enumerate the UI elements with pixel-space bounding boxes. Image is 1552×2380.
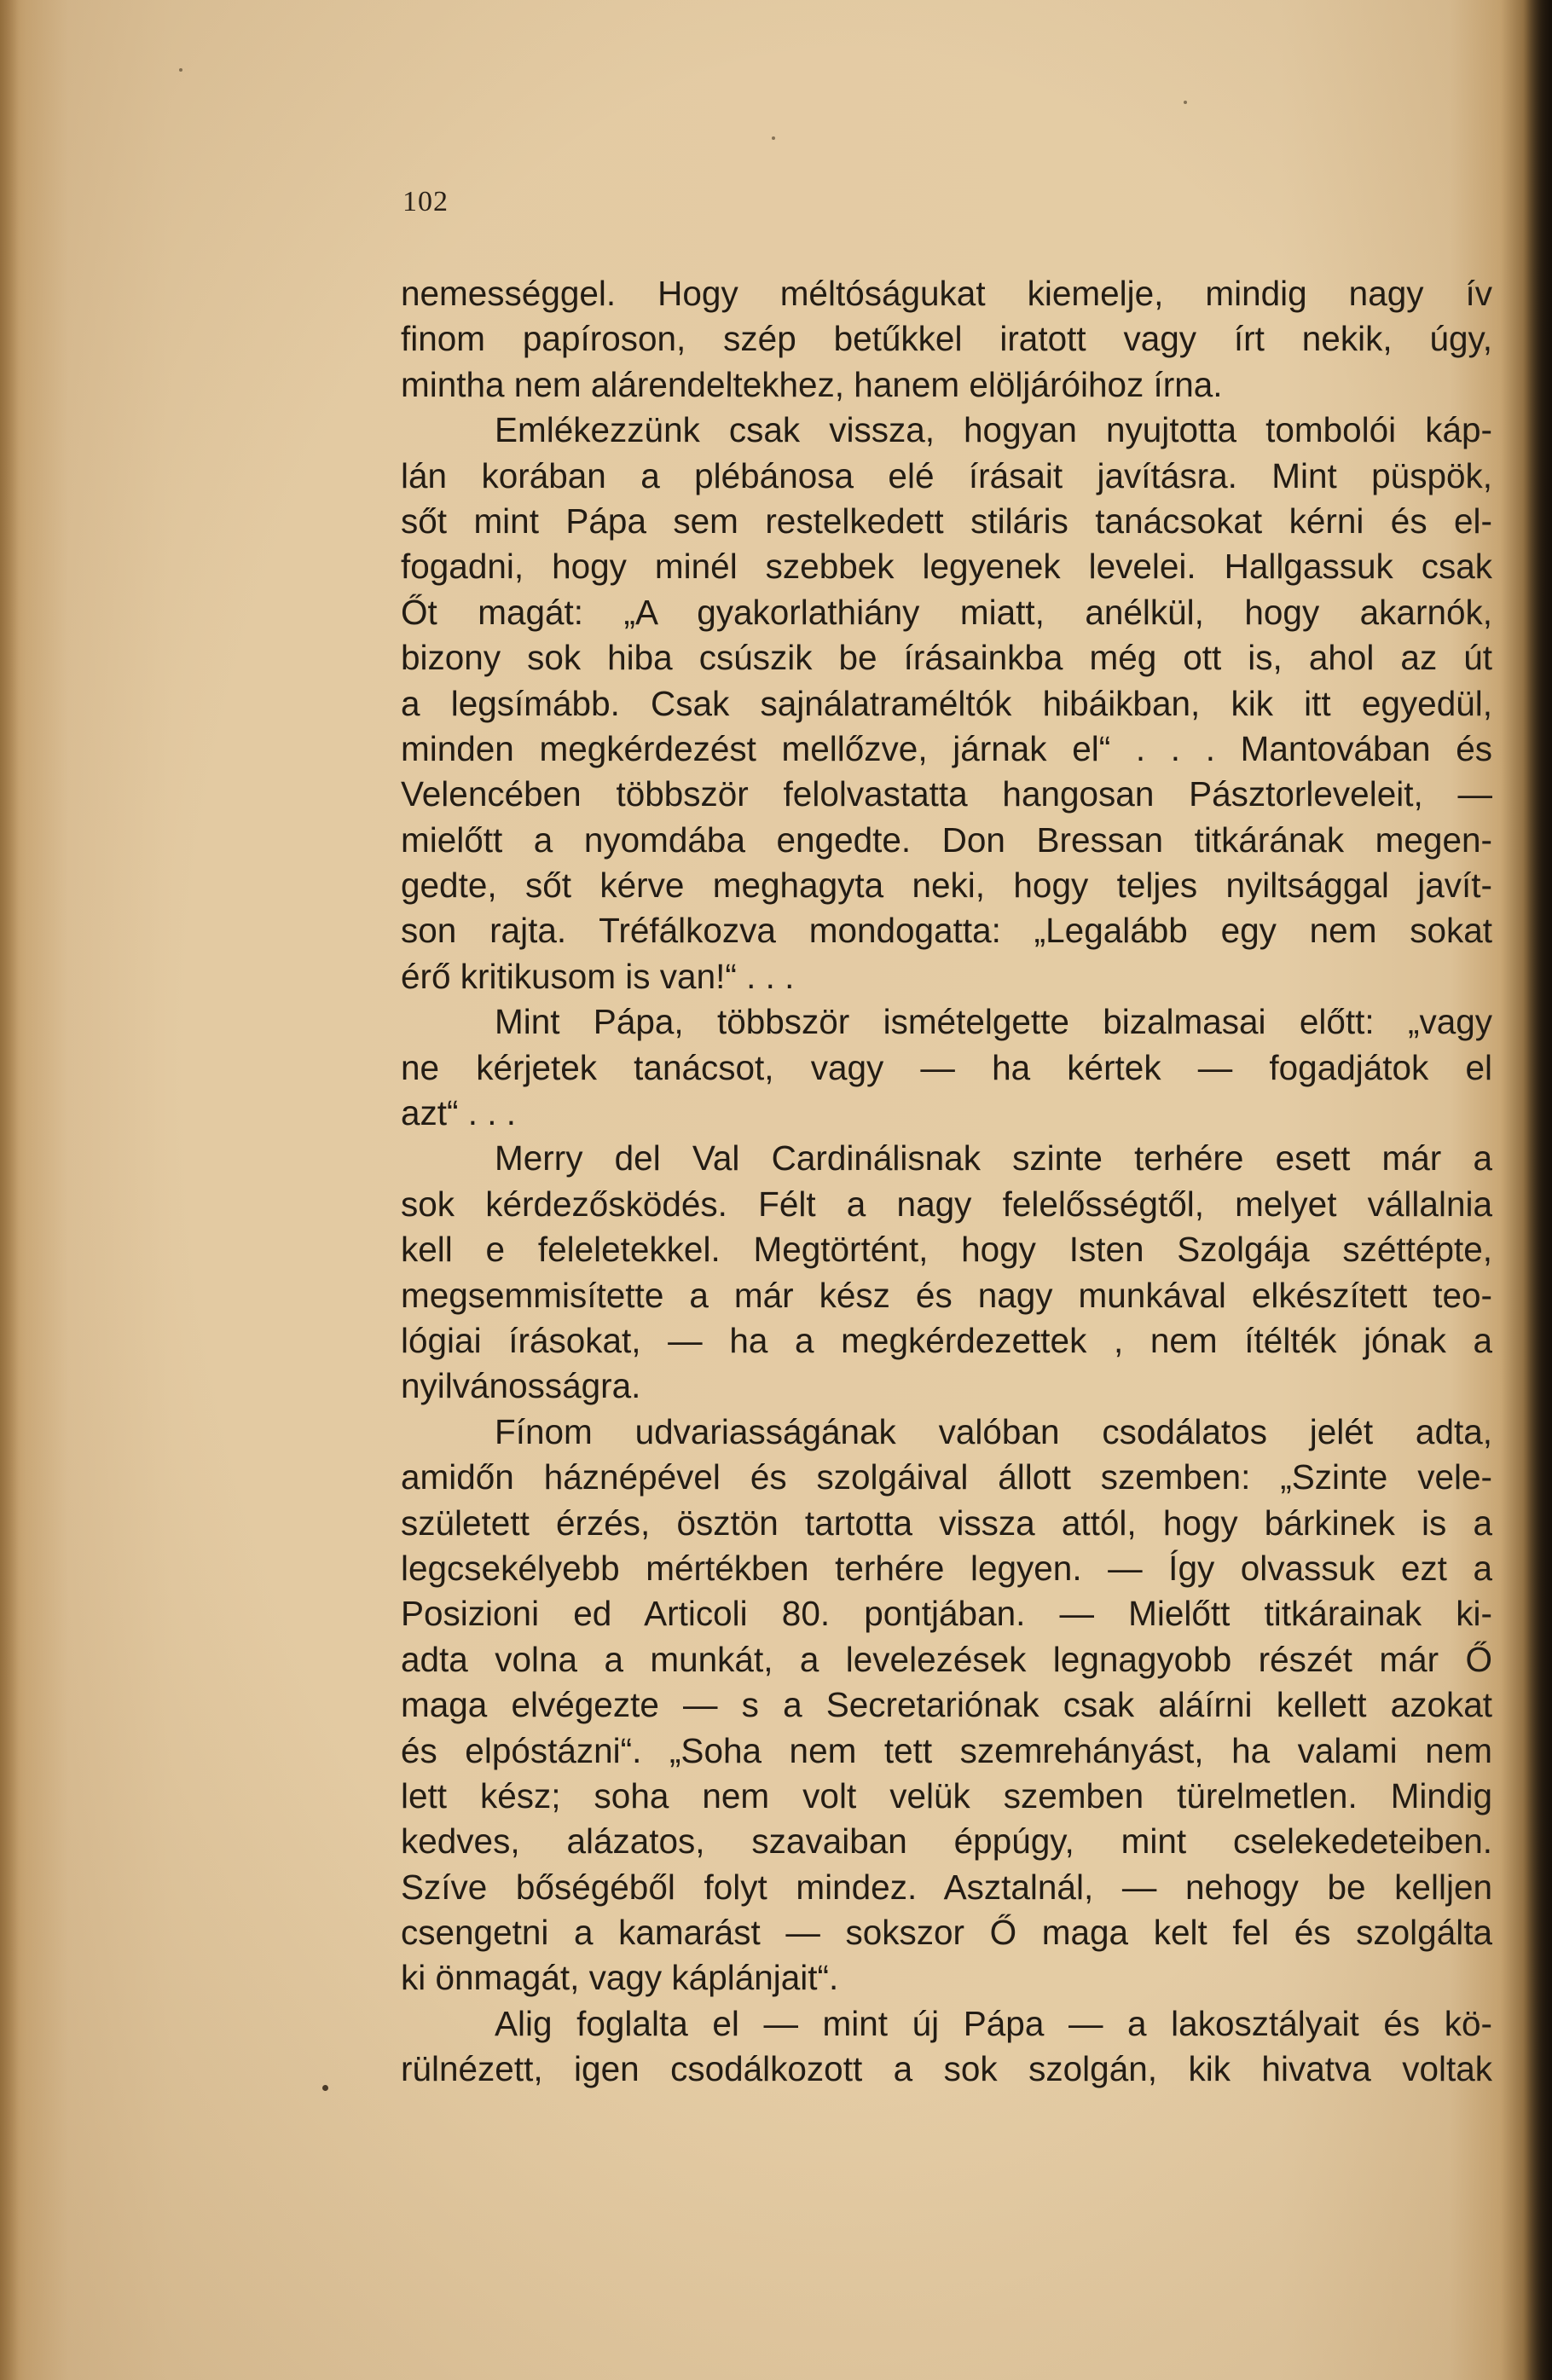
- text-line: Posizioni ed Articoli 80. pontjában. — Mielőtt titkárainak ki-: [401, 1594, 1492, 1634]
- text-line: legcsekélyebb mértékben terhére legyen. — Így olvassuk ezt a: [401, 1548, 1492, 1588]
- text-line: nyilvánosságra.: [401, 1366, 641, 1406]
- text-line: Szíve bőségéből folyt mindez. Asztalnál, — nehogy be kelljen: [401, 1867, 1492, 1907]
- text-line: mielőtt a nyomdába engedte. Don Bressan titkárának megen-: [401, 819, 1492, 860]
- text-line: sőt mint Pápa sem restelkedett stiláris tanácsokat kérni és el-: [401, 501, 1492, 541]
- text-line: bizony sok hiba csúszik be írásainkba még ott is, ahol az út: [401, 638, 1492, 678]
- paper-speck: [179, 68, 182, 72]
- text-line: maga elvégezte — s a Secretariónak csak aláírni kellett azokat: [401, 1685, 1492, 1725]
- text-line: amidőn háznépével és szolgáival állott szemben: „Szinte vele-: [401, 1457, 1492, 1497]
- text-line: Emlékezzünk csak vissza, hogyan nyujtotta tombolói káp-: [495, 410, 1492, 450]
- margin-mark: [322, 2085, 328, 2091]
- text-line: sok kérdezősködés. Félt a nagy felelősségtől, melyet vállalnia: [401, 1184, 1492, 1224]
- text-line: lett kész; soha nem volt velük szemben türelmetlen. Mindig: [401, 1775, 1492, 1815]
- page-binding-shadow: [1523, 0, 1552, 2380]
- page-left-shadow: [0, 0, 19, 2380]
- paper-speck: [1184, 101, 1187, 104]
- text-line: minden megkérdezést mellőzve, járnak el“ . . . Mantovában és: [401, 728, 1492, 768]
- text-line: gedte, sőt kérve meghagyta neki, hogy teljes nyiltsággal javít-: [401, 866, 1492, 906]
- text-line: ki önmagát, vagy káplánjait“.: [401, 1958, 839, 1998]
- text-line: Velencében többször felolvastatta hangosan Pásztorleveleit, —: [401, 774, 1492, 814]
- text-line: kell e feleletekkel. Megtörtént, hogy Isten Szolgája széttépte,: [401, 1230, 1492, 1270]
- text-line: mintha nem alárendeltekhez, hanem elöljáróihoz írna.: [401, 364, 1223, 404]
- text-line: rülnézett, igen csodálkozott a sok szolgán, kik hivatva voltak: [401, 2049, 1492, 2089]
- text-line: kedves, alázatos, szavaiban éppúgy, mint cselekedeteiben.: [401, 1821, 1492, 1862]
- text-line: son rajta. Tréfálkozva mondogatta: „Legalább egy nem sokat: [401, 911, 1492, 951]
- text-line: azt“ . . .: [401, 1093, 517, 1133]
- text-line: született érzés, ösztön tartotta vissza attól, hogy bárkinek is a: [401, 1503, 1492, 1543]
- text-line: nemességgel. Hogy méltóságukat kiemelje, mindig nagy ív: [401, 274, 1492, 313]
- paper-speck: [772, 136, 775, 140]
- text-line: megsemmisítette a már kész és nagy munkával elkészített teo-: [401, 1275, 1492, 1315]
- text-line: és elpóstázni“. „Soha nem tett szemrehányást, ha valami nem: [401, 1730, 1492, 1770]
- text-line: a legsímább. Csak sajnálatraméltók hibáikban, kik itt egyedül,: [401, 683, 1492, 723]
- text-line: Fínom udvariasságának valóban csodálatos jelét adta,: [495, 1411, 1492, 1451]
- text-line: fogadni, hogy minél szebbek legyenek levelei. Hallgassuk csak: [401, 547, 1492, 587]
- text-line: finom papíroson, szép betűkkel iratott vagy írt nekik, úgy,: [401, 319, 1492, 359]
- text-line: lán korában a plébánosa elé írásait javításra. Mint püspök,: [401, 455, 1492, 495]
- page-number: 102: [402, 186, 449, 217]
- text-line: adta volna a munkát, a levelezések legnagyobb részét már Ő: [401, 1639, 1492, 1679]
- text-line: Mint Pápa, többször ismételgette bizalmasai előtt: „vagy: [495, 1002, 1492, 1042]
- text-line: lógiai írásokat, — ha a megkérdezettek , nem ítélték jónak a: [401, 1320, 1492, 1360]
- text-line: érő kritikusom is van!“ . . .: [401, 956, 795, 996]
- text-line: Őt magát: „A gyakorlathiány miatt, anélkül, hogy akarnók,: [401, 592, 1492, 632]
- text-line: Merry del Val Cardinálisnak szinte terhére esett már a: [495, 1138, 1492, 1178]
- text-line: Alig foglalta el — mint új Pápa — a lakosztályait és kö-: [495, 2003, 1492, 2043]
- text-line: ne kérjetek tanácsot, vagy — ha kértek — fogadjátok el: [401, 1047, 1492, 1087]
- body-text: [401, 271, 1492, 2093]
- text-line: csengetni a kamarást — sokszor Ő maga kelt fel és szolgálta: [401, 1913, 1492, 1953]
